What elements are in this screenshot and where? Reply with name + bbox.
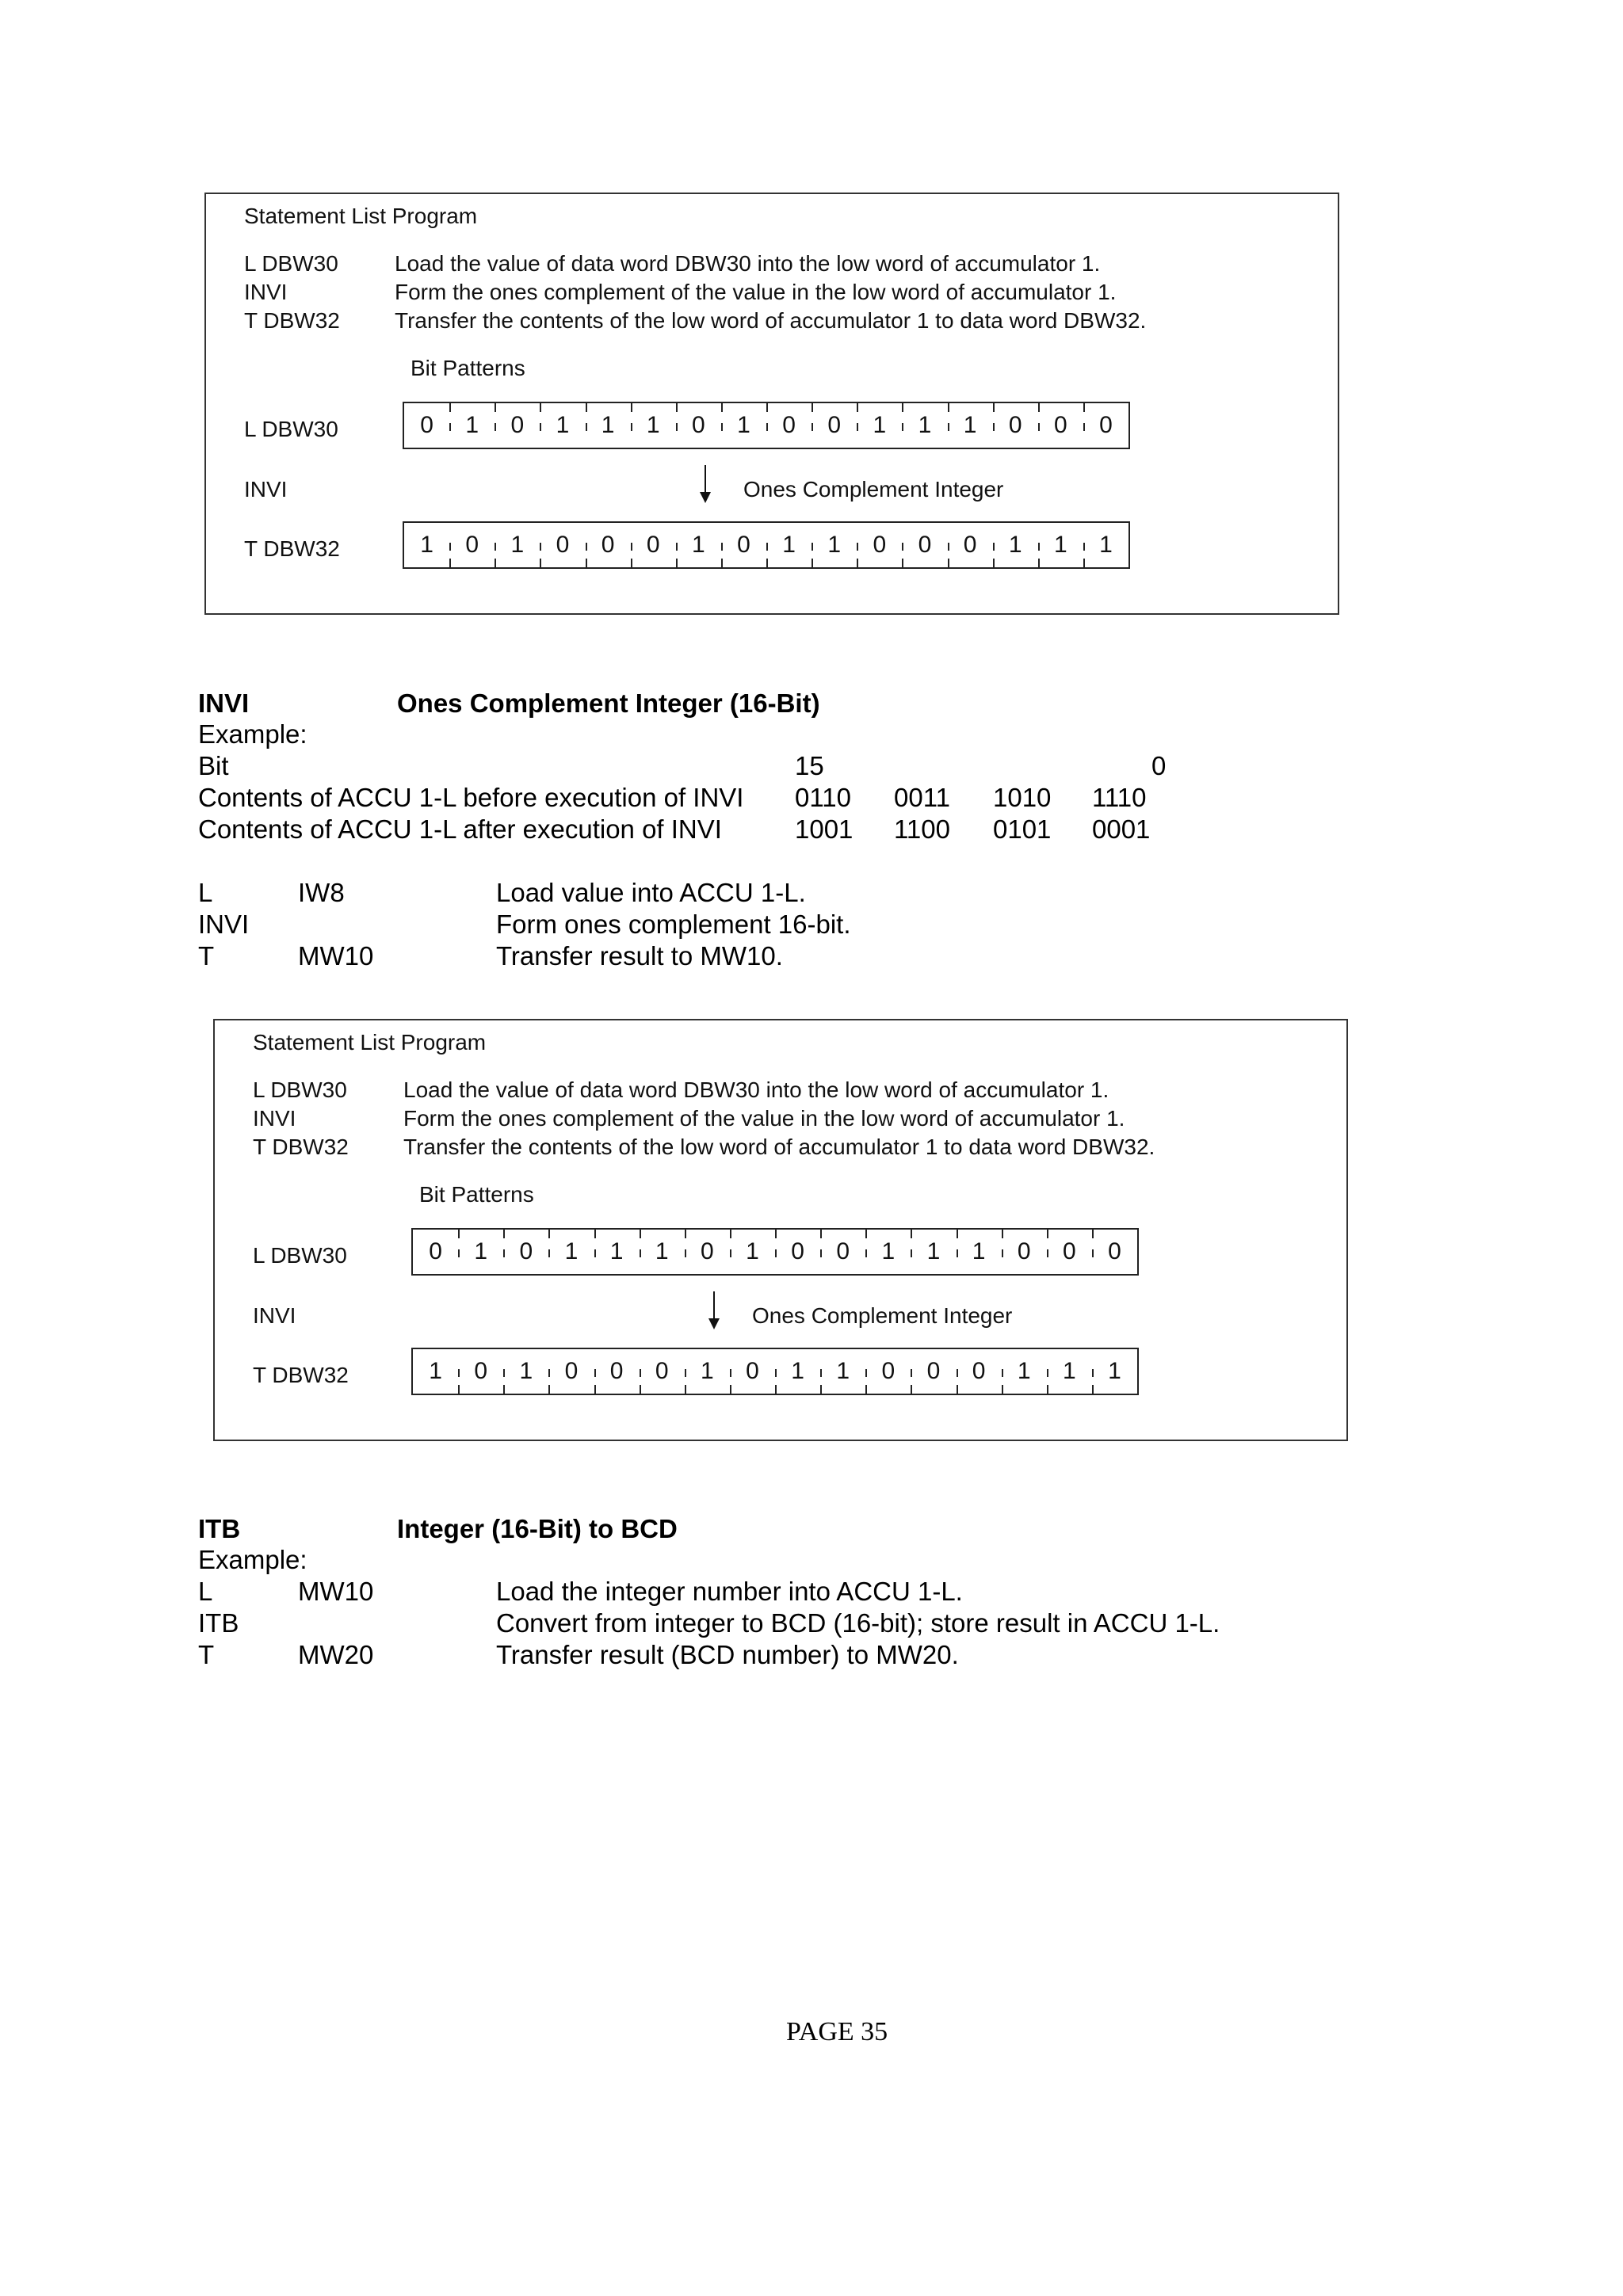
program-instr-2: INVI xyxy=(244,280,288,304)
bit: 0 xyxy=(730,1349,775,1394)
invi-code-arg-3: MW10 xyxy=(298,941,374,971)
bit-lo: 0 xyxy=(1151,751,1167,780)
bit-row-dbw30 xyxy=(411,1228,1139,1276)
bit: 0 xyxy=(495,403,540,448)
after-nibble-4: 0001 xyxy=(1092,814,1151,844)
bit: 0 xyxy=(993,403,1038,448)
bit: 0 xyxy=(721,523,766,567)
before-label: Contents of ACCU 1-L before execution of INVI xyxy=(198,783,744,812)
itb-code-comment-1: Load the integer number into ACCU 1-L. xyxy=(496,1577,963,1606)
after-nibble-2: 1100 xyxy=(894,814,950,844)
invi-code-op-3: T xyxy=(198,941,215,971)
bit: 0 xyxy=(911,1349,956,1394)
bit: 1 xyxy=(1038,523,1083,567)
before-nibble-3: 1010 xyxy=(993,783,1052,812)
bit: 1 xyxy=(503,1349,548,1394)
bit: 0 xyxy=(857,523,902,567)
bit: 0 xyxy=(948,523,993,567)
bit: 0 xyxy=(586,523,631,567)
invi-code-comment-1: Load value into ACCU 1-L. xyxy=(496,878,806,907)
bit: 0 xyxy=(1047,1230,1092,1274)
bit: 0 xyxy=(775,1230,820,1274)
bit-patterns-label: Bit Patterns xyxy=(419,1182,534,1207)
bit: 0 xyxy=(540,523,585,567)
bit: 0 xyxy=(449,523,495,567)
program-instr-3: T DBW32 xyxy=(253,1135,349,1159)
bit: 0 xyxy=(548,1349,594,1394)
bit: 0 xyxy=(429,1238,442,1264)
bit: 0 xyxy=(820,1230,865,1274)
invi-code-comment-2: Form ones complement 16-bit. xyxy=(496,910,851,939)
program-desc-1: Load the value of data word DBW30 into the low word of accumulator 1. xyxy=(395,251,1101,276)
arrow-label: Ones Complement Integer xyxy=(743,477,1004,502)
invi-code-arg-1: IW8 xyxy=(298,878,345,907)
invi-label: INVI xyxy=(244,477,288,502)
program-desc-3: Transfer the contents of the low word of accumulator 1 to data word DBW32. xyxy=(395,308,1147,333)
bit: 1 xyxy=(495,523,540,567)
program-instr-1: L DBW30 xyxy=(244,251,338,276)
bit: 1 xyxy=(458,1230,503,1274)
invi-mnemonic: INVI xyxy=(198,688,250,718)
bit: 1 xyxy=(449,403,495,448)
bit: 1 xyxy=(586,403,631,448)
program-desc-2: Form the ones complement of the value in the low word of accumulator 1. xyxy=(403,1106,1125,1131)
bit: 1 xyxy=(1002,1349,1047,1394)
row2-label: T DBW32 xyxy=(244,536,340,561)
bit: 1 xyxy=(1047,1349,1092,1394)
bit: 1 xyxy=(766,523,812,567)
bit: 0 xyxy=(865,1349,911,1394)
program-desc-1: Load the value of data word DBW30 into the low word of accumulator 1. xyxy=(403,1077,1109,1102)
bit: 1 xyxy=(820,1349,865,1394)
figure-title: Statement List Program xyxy=(244,204,478,228)
bit: 1 xyxy=(721,403,766,448)
bit: 1 xyxy=(540,403,585,448)
program-desc-2: Form the ones complement of the value in the low word of accumulator 1. xyxy=(395,280,1117,304)
bit: 1 xyxy=(1092,1349,1137,1394)
figure-title: Statement List Program xyxy=(253,1030,487,1055)
invi-code-op-1: L xyxy=(198,878,213,907)
before-nibble-4: 1110 xyxy=(1092,783,1147,812)
bit: 0 xyxy=(631,523,676,567)
invi-label: INVI xyxy=(253,1303,296,1328)
after-label: Contents of ACCU 1-L after execution of INVI xyxy=(198,814,722,844)
bit: 0 xyxy=(640,1349,685,1394)
bit: 1 xyxy=(676,523,721,567)
bit-patterns-label: Bit Patterns xyxy=(411,356,525,380)
bit: 0 xyxy=(420,412,433,438)
bit: 1 xyxy=(548,1230,594,1274)
bit: 0 xyxy=(1083,403,1128,448)
bit: 1 xyxy=(730,1230,775,1274)
itb-code-op-2: ITB xyxy=(198,1608,239,1638)
bit: 1 xyxy=(420,532,433,558)
bit: 1 xyxy=(812,523,857,567)
itb-code-op-1: L xyxy=(198,1577,213,1606)
bit: 1 xyxy=(993,523,1038,567)
itb-example-label: Example: xyxy=(198,1545,307,1574)
bit: 1 xyxy=(902,403,947,448)
itb-mnemonic: ITB xyxy=(198,1514,241,1543)
invi-code-comment-3: Transfer result to MW10. xyxy=(496,941,783,971)
bit: 0 xyxy=(685,1230,730,1274)
down-arrow-icon xyxy=(705,465,706,500)
itb-title: Integer (16-Bit) to BCD xyxy=(397,1514,678,1543)
bit: 1 xyxy=(1083,523,1128,567)
invi-example-label: Example: xyxy=(198,719,307,749)
itb-code-arg-3: MW20 xyxy=(298,1640,374,1669)
program-instr-2: INVI xyxy=(253,1106,296,1131)
bit: 0 xyxy=(812,403,857,448)
itb-code-comment-3: Transfer result (BCD number) to MW20. xyxy=(496,1640,959,1669)
bit: 1 xyxy=(957,1230,1002,1274)
bit: 0 xyxy=(676,403,721,448)
bit: 0 xyxy=(1038,403,1083,448)
bit: 0 xyxy=(766,403,812,448)
bit-hi: 15 xyxy=(795,751,824,780)
bit: 0 xyxy=(957,1349,1002,1394)
itb-code-comment-2: Convert from integer to BCD (16-bit); store result in ACCU 1-L. xyxy=(496,1608,1220,1638)
bit: 0 xyxy=(503,1230,548,1274)
bit: 1 xyxy=(948,403,993,448)
bit: 1 xyxy=(857,403,902,448)
bit: 0 xyxy=(902,523,947,567)
after-nibble-3: 0101 xyxy=(993,814,1052,844)
program-desc-3: Transfer the contents of the low word of accumulator 1 to data word DBW32. xyxy=(403,1135,1155,1159)
bit: 1 xyxy=(640,1230,685,1274)
page-number: PAGE 35 xyxy=(786,2017,888,2046)
bit: 1 xyxy=(594,1230,640,1274)
itb-code-op-3: T xyxy=(198,1640,215,1669)
before-nibble-2: 0011 xyxy=(894,783,950,812)
row1-label: L DBW30 xyxy=(253,1243,347,1268)
bit: 0 xyxy=(1002,1230,1047,1274)
invi-title: Ones Complement Integer (16-Bit) xyxy=(397,688,820,718)
bit: 0 xyxy=(1092,1230,1137,1274)
statement-list-figure-2 xyxy=(213,1019,1348,1441)
arrow-label: Ones Complement Integer xyxy=(752,1303,1013,1328)
invi-code-op-2: INVI xyxy=(198,910,250,939)
statement-list-figure-1 xyxy=(204,193,1339,615)
bit: 1 xyxy=(865,1230,911,1274)
bit: 1 xyxy=(429,1358,442,1384)
row1-label: L DBW30 xyxy=(244,417,338,441)
program-instr-3: T DBW32 xyxy=(244,308,340,333)
bit-row-dbw32 xyxy=(403,521,1130,569)
bit-row-dbw32 xyxy=(411,1348,1139,1395)
before-nibble-1: 0110 xyxy=(795,783,851,812)
bit: 1 xyxy=(911,1230,956,1274)
itb-code-arg-1: MW10 xyxy=(298,1577,374,1606)
bit: 1 xyxy=(631,403,676,448)
row2-label: T DBW32 xyxy=(253,1363,349,1387)
after-nibble-1: 1001 xyxy=(795,814,854,844)
program-instr-1: L DBW30 xyxy=(253,1077,347,1102)
down-arrow-icon xyxy=(713,1291,715,1326)
bit: 1 xyxy=(685,1349,730,1394)
bit-label: Bit xyxy=(198,751,229,780)
bit: 0 xyxy=(458,1349,503,1394)
bit: 0 xyxy=(594,1349,640,1394)
bit-row-dbw30 xyxy=(403,402,1130,449)
bit: 1 xyxy=(775,1349,820,1394)
